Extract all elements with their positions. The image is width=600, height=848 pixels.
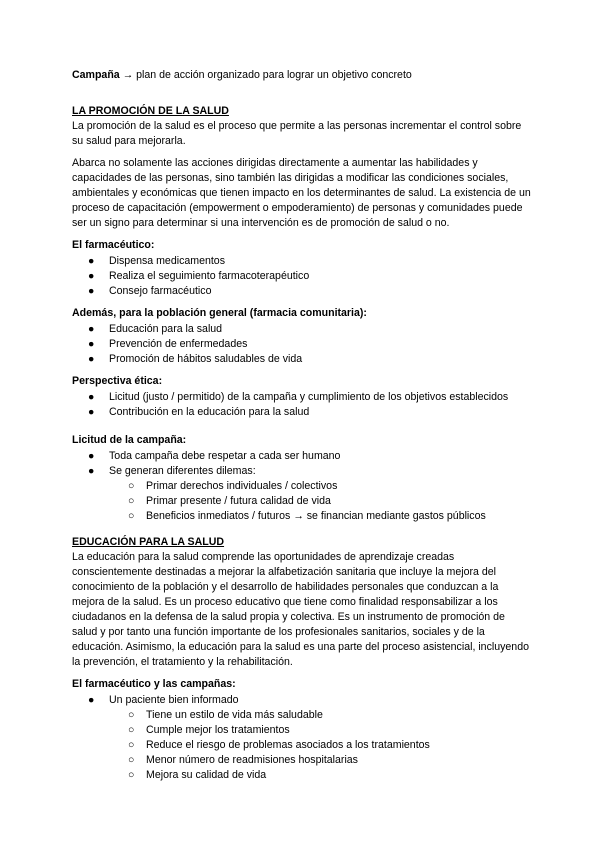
- bullet-icon: ●: [88, 285, 95, 297]
- sub-list-item: ○ Mejora su calidad de vida: [128, 769, 267, 781]
- list-item: ● Educación para la salud: [88, 323, 223, 335]
- list-campanas: [72, 693, 532, 783]
- sub-list-item: ○ Cumple mejor los tratamientos: [128, 724, 290, 736]
- list-item: ● Consejo farmacéutico: [88, 285, 212, 297]
- sub-list-item: ○ Menor número de readmisiones hospitalarias: [128, 754, 358, 766]
- section-heading-promocion: LA PROMOCIÓN DE LA SALUD: [72, 105, 229, 117]
- bullet-icon: ●: [88, 391, 95, 403]
- sub-list-item: ○ Primar derechos individuales / colectivos: [128, 480, 338, 492]
- bullet-icon: ●: [88, 450, 95, 462]
- circle-bullet-icon: ○: [128, 709, 135, 721]
- intro-term: Campaña: [72, 69, 120, 81]
- list-poblacion: [72, 322, 532, 367]
- subheading-etica: Perspectiva ética:: [72, 375, 163, 387]
- circle-bullet-icon: ○: [128, 724, 135, 736]
- list-item: ● Se generan diferentes dilemas:: [88, 465, 256, 477]
- circle-bullet-icon: ○: [128, 510, 135, 522]
- list-item: ● Toda campaña debe respetar a cada ser humano: [88, 450, 341, 462]
- sub-list-item: ○ Tiene un estilo de vida más saludable: [128, 709, 323, 721]
- bullet-icon: ●: [88, 270, 95, 282]
- list-item: ● Prevención de enfermedades: [88, 338, 248, 350]
- bullet-icon: ●: [88, 338, 95, 350]
- bullet-icon: ●: [88, 353, 95, 365]
- subheading-campanas: El farmacéutico y las campañas:: [72, 678, 236, 690]
- paragraph-educacion: La educación para la salud comprende las oportunidades de aprendizaje creadas conscientemente destinadas a mejorar la alfabetización sanitaria que incluye la mejora del conocimiento de la población y el desarrollo de habilidades personales que conduzcan a la mejora de la salud. Es un proceso educativo que tiene como finalidad responsabilizar a los ciudadanos en la defensa de la salud propia y colectiva. Es un instrumento de promoción de salud y por tanto una función importante de los profesionales sanitarios, sociales y de la educación. Asimismo, la educación para la salud es una parte del proceso asistencial, incluyendo la prevención, el tratamiento y la rehabilitación.: [72, 551, 529, 668]
- list-etica: [72, 390, 532, 420]
- bullet-icon: ●: [88, 406, 95, 418]
- subheading-poblacion: Además, para la población general (farmacia comunitaria):: [72, 307, 367, 319]
- section-educacion: [72, 535, 532, 783]
- list-item: ● Contribución en la educación para la salud: [88, 406, 310, 418]
- intro-line: [72, 68, 532, 83]
- bullet-icon: ●: [88, 694, 95, 706]
- subheading-farmaceutico: El farmacéutico:: [72, 239, 155, 251]
- document-page: [72, 68, 532, 783]
- list-item: ● Realiza el seguimiento farmacoterapéutico: [88, 270, 310, 282]
- bullet-icon: ●: [88, 465, 95, 477]
- intro-definition: → plan de acción organizado para lograr un objetivo concreto: [119, 69, 412, 81]
- list-item: ● Dispensa medicamentos: [88, 255, 225, 267]
- bullet-icon: ●: [88, 255, 95, 267]
- sub-list-item: ○ Reduce el riesgo de problemas asociados a los tratamientos: [128, 739, 430, 751]
- paragraph-promocion-1: La promoción de la salud es el proceso que permite a las personas incrementar el control sobre su salud para mejorarla.: [72, 120, 522, 147]
- section-heading-educacion: EDUCACIÓN PARA LA SALUD: [72, 536, 225, 548]
- circle-bullet-icon: ○: [128, 754, 135, 766]
- list-farmaceutico: [72, 254, 532, 299]
- subheading-licitud: Licitud de la campaña:: [72, 434, 187, 446]
- circle-bullet-icon: ○: [128, 480, 135, 492]
- list-item: ● Licitud (justo / permitido) de la campaña y cumplimiento de los objetivos establecidos: [88, 391, 509, 403]
- circle-bullet-icon: ○: [128, 739, 135, 751]
- circle-bullet-icon: ○: [128, 769, 135, 781]
- bullet-icon: ●: [88, 323, 95, 335]
- paragraph-promocion-2: Abarca no solamente las acciones dirigidas directamente a aumentar las habilidades y capacidades de las personas, sino también las dirigidas a modificar las condiciones sociales, ambientales y económicas que tienen impacto en los determinantes de salud. La existencia de un proceso de capacitación (empowerment o empoderamiento) de personas y comunidades puede ser un signo para determinar si una intervención es de promoción de salud o no.: [72, 157, 531, 229]
- list-item: ● Un paciente bien informado: [88, 694, 239, 706]
- sub-list-item: ○ Primar presente / futura calidad de vida: [128, 495, 331, 507]
- list-item: ● Promoción de hábitos saludables de vida: [88, 353, 303, 365]
- list-licitud: [72, 449, 532, 524]
- circle-bullet-icon: ○: [128, 495, 135, 507]
- sub-list-item: ○ Beneficios inmediatos / futuros → se financian mediante gastos públicos: [128, 510, 486, 522]
